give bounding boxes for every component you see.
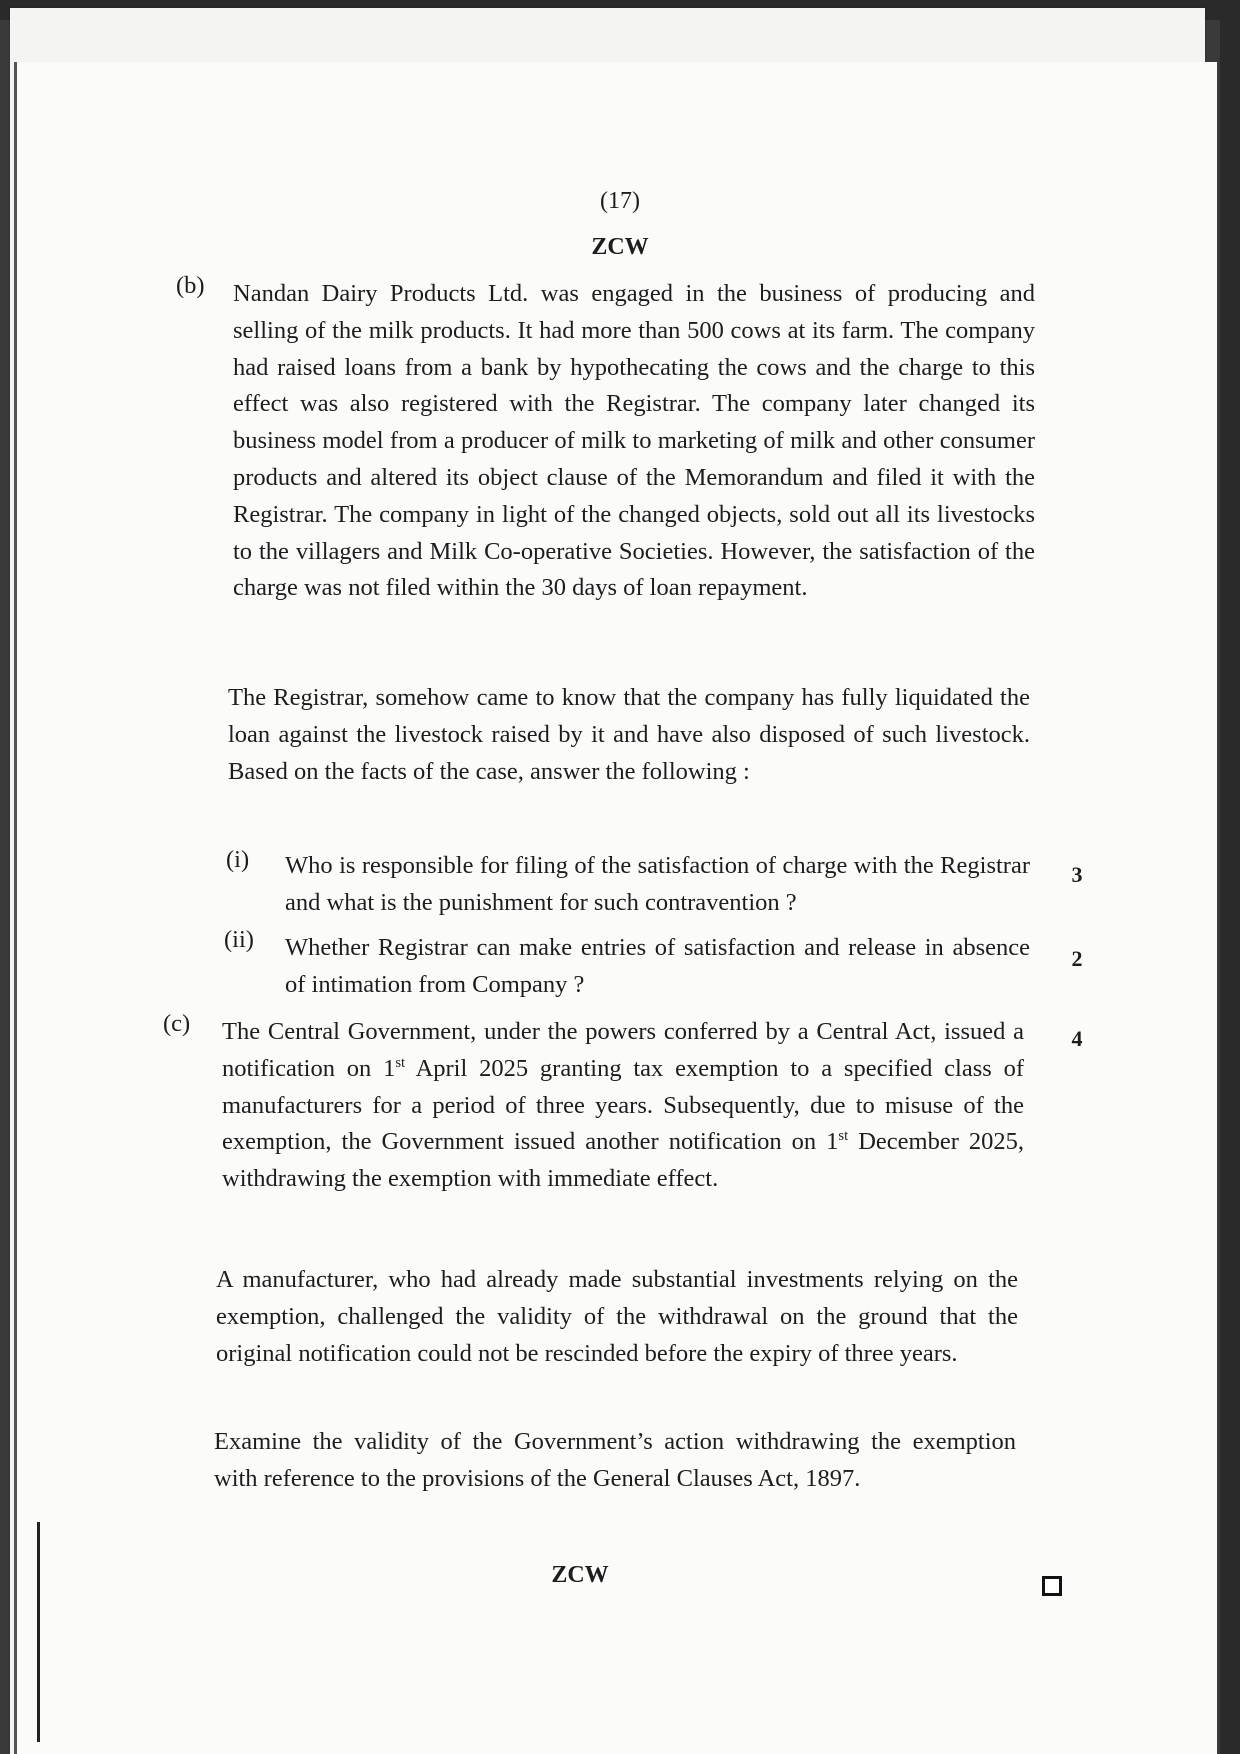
subquestion-i-marks: 3: [1071, 862, 1083, 887]
question-b-label: (b): [176, 272, 205, 299]
paper-code-top: ZCW: [591, 234, 649, 260]
subquestion-i-label: (i): [226, 846, 250, 873]
question-c-paragraph-1: The Central Government, under the powers conferred by a Central Act, issued a notification on 1st April 2025 granting tax exemption to a specified class of manufacturers for a period of three years. Subsequently, due to misuse of the exemption, the Government issued another notification on 1st December 2025, withdrawing the exemption with immediate effect.: [222, 1018, 1024, 1193]
question-c-paragraph-2: A manufacturer, who had already made substantial investments relying on the exemption, challenged the validity of the withdrawal on the ground that the original notification could not be rescinded before the expiry of three years.: [216, 1266, 1018, 1367]
subquestion-ii-text: Whether Registrar can make entries of satisfaction and release in absence of intimation from Company ?: [285, 934, 1030, 998]
square-mark-icon: [1042, 1576, 1062, 1596]
subquestion-i-text: Who is responsible for filing of the satisfaction of charge with the Registrar and what is the punishment for such contravention ?: [285, 852, 1030, 916]
margin-mark: [37, 1522, 40, 1742]
question-c-label: (c): [163, 1010, 191, 1037]
subquestion-ii-label: (ii): [224, 926, 254, 953]
question-b-paragraph-1: Nandan Dairy Products Ltd. was engaged in the business of producing and selling of the milk products. It had more than 500 cows at its farm. The company had raised loans from a bank by hypothecating the cows and the charge to this effect was also registered with the Registrar. The company later changed its business model from a producer of milk to marketing of milk and other consumer products and altered its object clause of the Memorandum and filed it with the Registrar. The company in light of the changed objects, sold out all its livestocks to the villagers and Milk Co-operative Societies. However, the satisfaction of the charge was not filed within the 30 days of loan repayment.: [233, 280, 1035, 602]
paper-code-bottom: ZCW: [551, 1562, 609, 1588]
question-c-marks: 4: [1071, 1026, 1083, 1051]
question-c-paragraph-3: Examine the validity of the Government’s action withdrawing the exemption with reference to the provisions of the General Clauses Act, 1897.: [214, 1428, 1016, 1492]
page-number: (17): [600, 188, 640, 214]
subquestion-ii-marks: 2: [1071, 946, 1083, 971]
scan-border-right: [1220, 0, 1240, 1754]
question-b-paragraph-2: The Registrar, somehow came to know that the company has fully liquidated the loan against the livestock raised by it and have also disposed of such livestock. Based on the facts of the case, answer the following :: [228, 684, 1030, 785]
